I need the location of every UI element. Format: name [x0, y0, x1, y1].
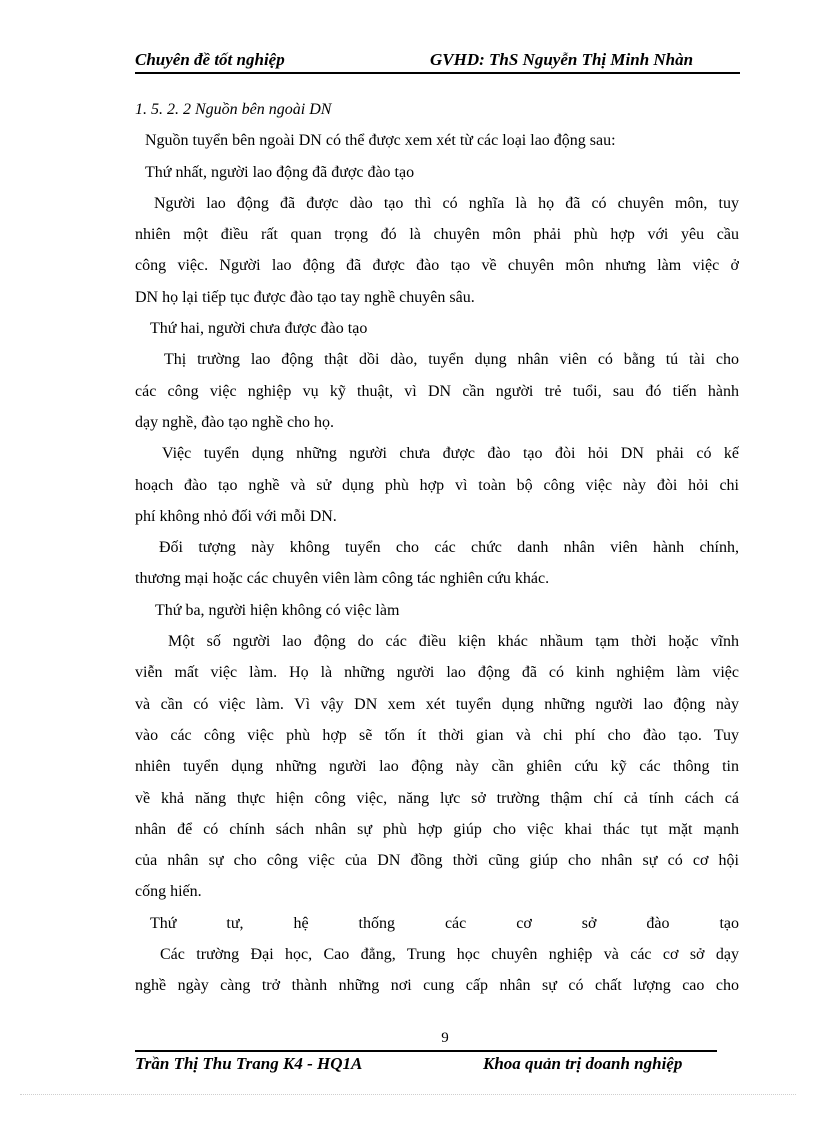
- text-line: hoạch đào tạo nghề và sử dụng phù hợp vì toàn bộ công việc này đòi hỏi chi: [135, 476, 739, 494]
- text-line: nhiên tuyển dụng những người lao động này cần ghiên cứu kỹ các thông tin: [135, 758, 739, 776]
- text-line: vào các công việc phù hợp sẽ tốn ít thời gian và chi phí cho đào tạo. Tuy: [135, 726, 739, 744]
- text-line: của nhân sự cho công việc của DN đồng thời cũng giúp cho nhân sự có cơ hội: [135, 852, 739, 870]
- text-line: thương mại hoặc các chuyên viên làm công tác nghiên cứu khác.: [135, 570, 550, 588]
- text-line: viễn mất việc làm. Họ là những người lao động đã có kinh nghiệm làm việc: [135, 664, 739, 682]
- page-footer: [135, 1054, 735, 1078]
- text-line: nhiên một điều rất quan trọng đó là chuyên môn phải phù hợp với yêu cầu: [135, 226, 739, 244]
- page-header: [135, 48, 740, 74]
- text-line: Thứ hai, người chưa được đào tạo: [150, 320, 368, 338]
- footer-faculty: Khoa quản trị doanh nghiệp: [483, 1054, 683, 1073]
- text-line: Thứ ba, người hiện không có việc làm: [155, 601, 400, 619]
- document-body: [135, 94, 739, 1002]
- section-heading: 1. 5. 2. 2 Nguồn bên ngoài DN: [135, 101, 332, 118]
- header-document-type: Chuyên đề tốt nghiệp: [135, 50, 285, 69]
- text-line: công việc. Người lao động đã được đào tạo về chuyên môn nhưng làm việc ở: [135, 257, 739, 275]
- footer-author: Trần Thị Thu Trang K4 - HQ1A: [135, 1054, 363, 1073]
- text-line: Thứ nhất, người lao động đã được đào tạo: [145, 163, 415, 181]
- page-edge-divider: [20, 1094, 796, 1095]
- text-line: về khả năng thực hiện công việc, năng lực sở trường thậm chí cả tính cách cá: [135, 789, 739, 807]
- text-line: các công việc nghiệp vụ kỹ thuật, vì DN cần người trẻ tuổi, sau đó tiến hành: [135, 382, 739, 400]
- text-line: Một số người lao động do các điều kiện khác nhầum tạm thời hoặc vĩnh: [168, 633, 739, 651]
- text-line: Thị trường lao động thật dồi dào, tuyển dụng nhân viên có bằng tú tài cho: [164, 351, 739, 369]
- footer-rule: [135, 1050, 717, 1052]
- text-line: dạy nghề, đào tạo nghề cho họ.: [135, 413, 335, 431]
- text-line: Các trường Đại học, Cao đẳng, Trung học chuyên nghiệp và các cơ sở dạy: [160, 946, 739, 964]
- text-line: nghề ngày càng trở thành những nơi cung cấp nhân sự có chất lượng cao cho: [135, 977, 739, 995]
- text-line: Nguồn tuyển bên ngoài DN có thể được xem xét từ các loại lao động sau:: [145, 132, 616, 150]
- text-line: phí không nhỏ đối với mỗi DN.: [135, 507, 337, 525]
- text-line: cống hiến.: [135, 883, 202, 901]
- text-line: DN họ lại tiếp tục được đào tạo tay nghề chuyên sâu.: [135, 288, 475, 306]
- text-line: Đối tượng này không tuyển cho các chức danh nhân viên hành chính,: [159, 539, 739, 557]
- text-line: Thứ tư, hệ thống các cơ sở đào tạo: [150, 914, 739, 932]
- page-number: 9: [441, 1030, 449, 1046]
- text-line: nhân để có chính sách nhân sự phù hợp giúp cho việc khai thác tụt mặt mạnh: [135, 820, 739, 838]
- text-line: Người lao động đã được dào tạo thì có nghĩa là họ đã có chuyên môn, tuy: [154, 194, 739, 212]
- text-line: Việc tuyển dụng những người chưa được đào tạo đòi hỏi DN phải có kế: [162, 445, 739, 463]
- text-line: và cần có việc làm. Vì vậy DN xem xét tuyển dụng những người lao động này: [135, 695, 739, 713]
- header-supervisor: GVHD: ThS Nguyễn Thị Minh Nhàn: [430, 50, 694, 69]
